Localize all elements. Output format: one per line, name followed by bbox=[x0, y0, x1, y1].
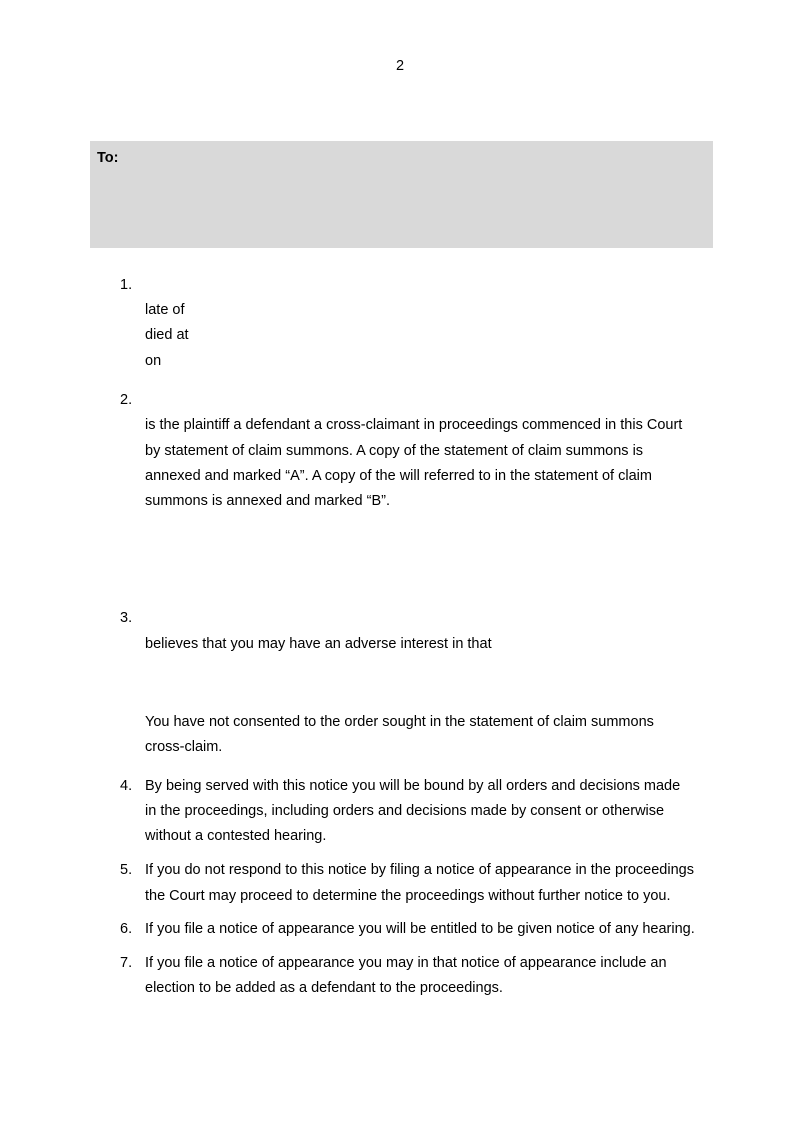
item-4-number: 4. bbox=[120, 778, 133, 794]
item-2-line: is the plaintiff a defendant a cross-claimant in proceedings commenced in this Court bbox=[145, 417, 683, 433]
item-2-line: summons is annexed and marked “B”. bbox=[145, 493, 390, 509]
page-number: 2 bbox=[395, 58, 405, 74]
item-4-line: By being served with this notice you will be bound by all orders and decisions made bbox=[145, 778, 681, 794]
item-5-line: the Court may proceed to determine the proceedings without further notice to you. bbox=[145, 888, 671, 904]
item-7-line: If you file a notice of appearance you may in that notice of appearance include an bbox=[145, 955, 667, 971]
item-7-line: election to be added as a defendant to the proceedings. bbox=[145, 980, 503, 996]
item-7-number: 7. bbox=[120, 955, 133, 971]
item-1-line: late of bbox=[145, 302, 185, 318]
item-2-line: annexed and marked “A”. A copy of the will referred to in the statement of claim bbox=[145, 468, 652, 484]
item-4-line: without a contested hearing. bbox=[145, 828, 327, 844]
item-6-line: If you file a notice of appearance you will be entitled to be given notice of any hearing. bbox=[145, 921, 695, 937]
item-3-line: believes that you may have an adverse interest in that bbox=[145, 636, 492, 652]
item-4-line: in the proceedings, including orders and decisions made by consent or otherwise bbox=[145, 803, 665, 819]
item-1-line: died at bbox=[145, 327, 189, 343]
item-6-number: 6. bbox=[120, 921, 133, 937]
item-2-number: 2. bbox=[120, 392, 133, 408]
item-5-number: 5. bbox=[120, 862, 133, 878]
item-1-number: 1. bbox=[120, 277, 133, 293]
item-3-line: You have not consented to the order sought in the statement of claim summons bbox=[145, 714, 654, 730]
item-3-number: 3. bbox=[120, 610, 133, 626]
item-5-line: If you do not respond to this notice by filing a notice of appearance in the proceedings bbox=[145, 862, 694, 878]
item-2-line: by statement of claim summons. A copy of the statement of claim summons is bbox=[145, 443, 644, 459]
addressee-box bbox=[90, 141, 713, 248]
item-3-line: cross-claim. bbox=[145, 739, 223, 755]
item-1-line: on bbox=[145, 353, 162, 369]
to-label: To: bbox=[97, 150, 119, 166]
